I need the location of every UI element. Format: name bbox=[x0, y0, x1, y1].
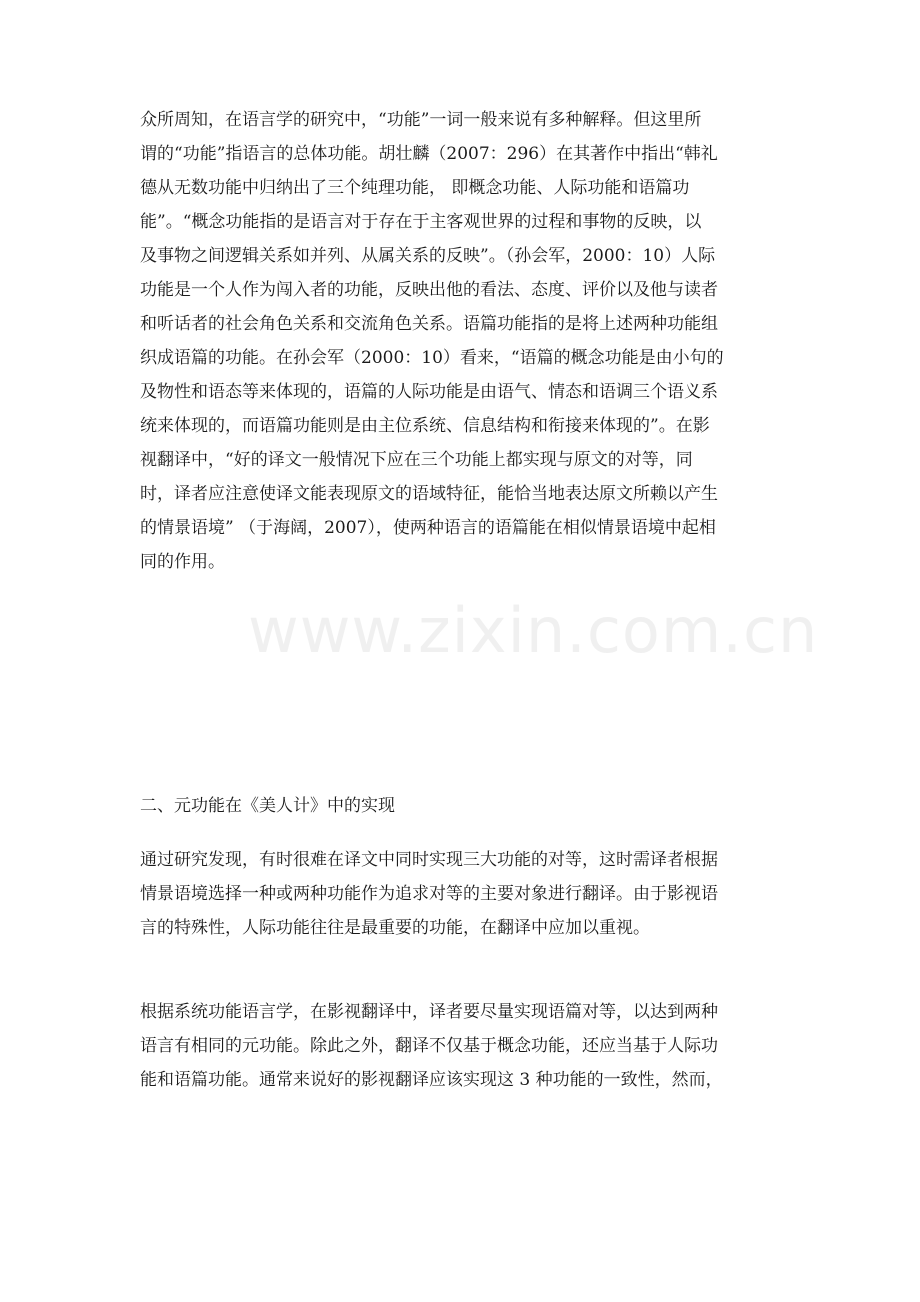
text-line: 视翻译中，“好的译文一般情况下应在三个功能上都实现与原文的对等，同 bbox=[140, 450, 693, 470]
text-line: 和听话者的社会角色关系和交流角色关系。语篇功能指的是将上述两种功能组 bbox=[140, 314, 718, 334]
section-heading bbox=[140, 789, 780, 823]
text-line: 情景语境选择一种或两种功能作为追求对等的主要对象进行翻译。由于影视语 bbox=[140, 884, 718, 904]
text-line: 的情景语境” （于海阔，2007），使两种语言的语篇能在相似情景语境中起相 bbox=[140, 518, 716, 538]
text-line: 功能是一个人作为闯入者的功能，反映出他的看法、态度、评价以及他与读者 bbox=[140, 280, 718, 300]
heading-text: 二、元功能在《美人计》中的实现 bbox=[140, 796, 395, 816]
text-line: 根据系统功能语言学，在影视翻译中，译者要尽量实现语篇对等，以达到两种 bbox=[140, 1002, 718, 1022]
text-line: 及物性和语态等来体现的，语篇的人际功能是由语气、情态和语调三个语义系 bbox=[140, 382, 718, 402]
text-line: 语言有相同的元功能。除此之外，翻译不仅基于概念功能，还应当基于人际功 bbox=[140, 1036, 718, 1056]
watermark: www.zixin.com.cn bbox=[248, 594, 819, 667]
text-line: 及事物之间逻辑关系如并列、从属关系的反映”。（孙会军，2000：10）人际 bbox=[140, 246, 716, 266]
text-line: 言的特殊性，人际功能往往是最重要的功能，在翻译中应加以重视。 bbox=[140, 918, 650, 938]
text-line: 时，译者应注意使译文能表现原文的语域特征，能恰当地表达原文所赖以产生 bbox=[140, 484, 718, 504]
text-line: 通过研究发现，有时很难在译文中同时实现三大功能的对等，这时需译者根据 bbox=[140, 850, 718, 870]
text-line: 谓的“功能”指语言的总体功能。胡壮麟（2007：296）在其著作中指出“韩礼 bbox=[140, 144, 718, 164]
text-line: 织成语篇的功能。在孙会军（2000：10）看来，“语篇的概念功能是由小句的 bbox=[140, 348, 724, 368]
text-line: 德从无数功能中归纳出了三个纯理功能， 即概念功能、人际功能和语篇功 bbox=[140, 178, 690, 198]
text-line: 众所周知，在语言学的研究中，“功能”一词一般来说有多种解释。但这里所 bbox=[140, 110, 702, 130]
paragraph-function-definition bbox=[140, 103, 780, 579]
text-line: 能和语篇功能。通常来说好的影视翻译应该实现这 3 种功能的一致性，然而， bbox=[140, 1070, 723, 1090]
paragraph-research-finding bbox=[140, 843, 780, 945]
text-line: 同的作用。 bbox=[140, 552, 225, 572]
paragraph-systemic-functional bbox=[140, 995, 780, 1097]
text-line: 统来体现的，而语篇功能则是由主位系统、信息结构和衔接来体现的”。在影 bbox=[140, 416, 710, 436]
text-line: 能”。“概念功能指的是语言对于存在于主客观世界的过程和事物的反映，以 bbox=[140, 212, 702, 232]
